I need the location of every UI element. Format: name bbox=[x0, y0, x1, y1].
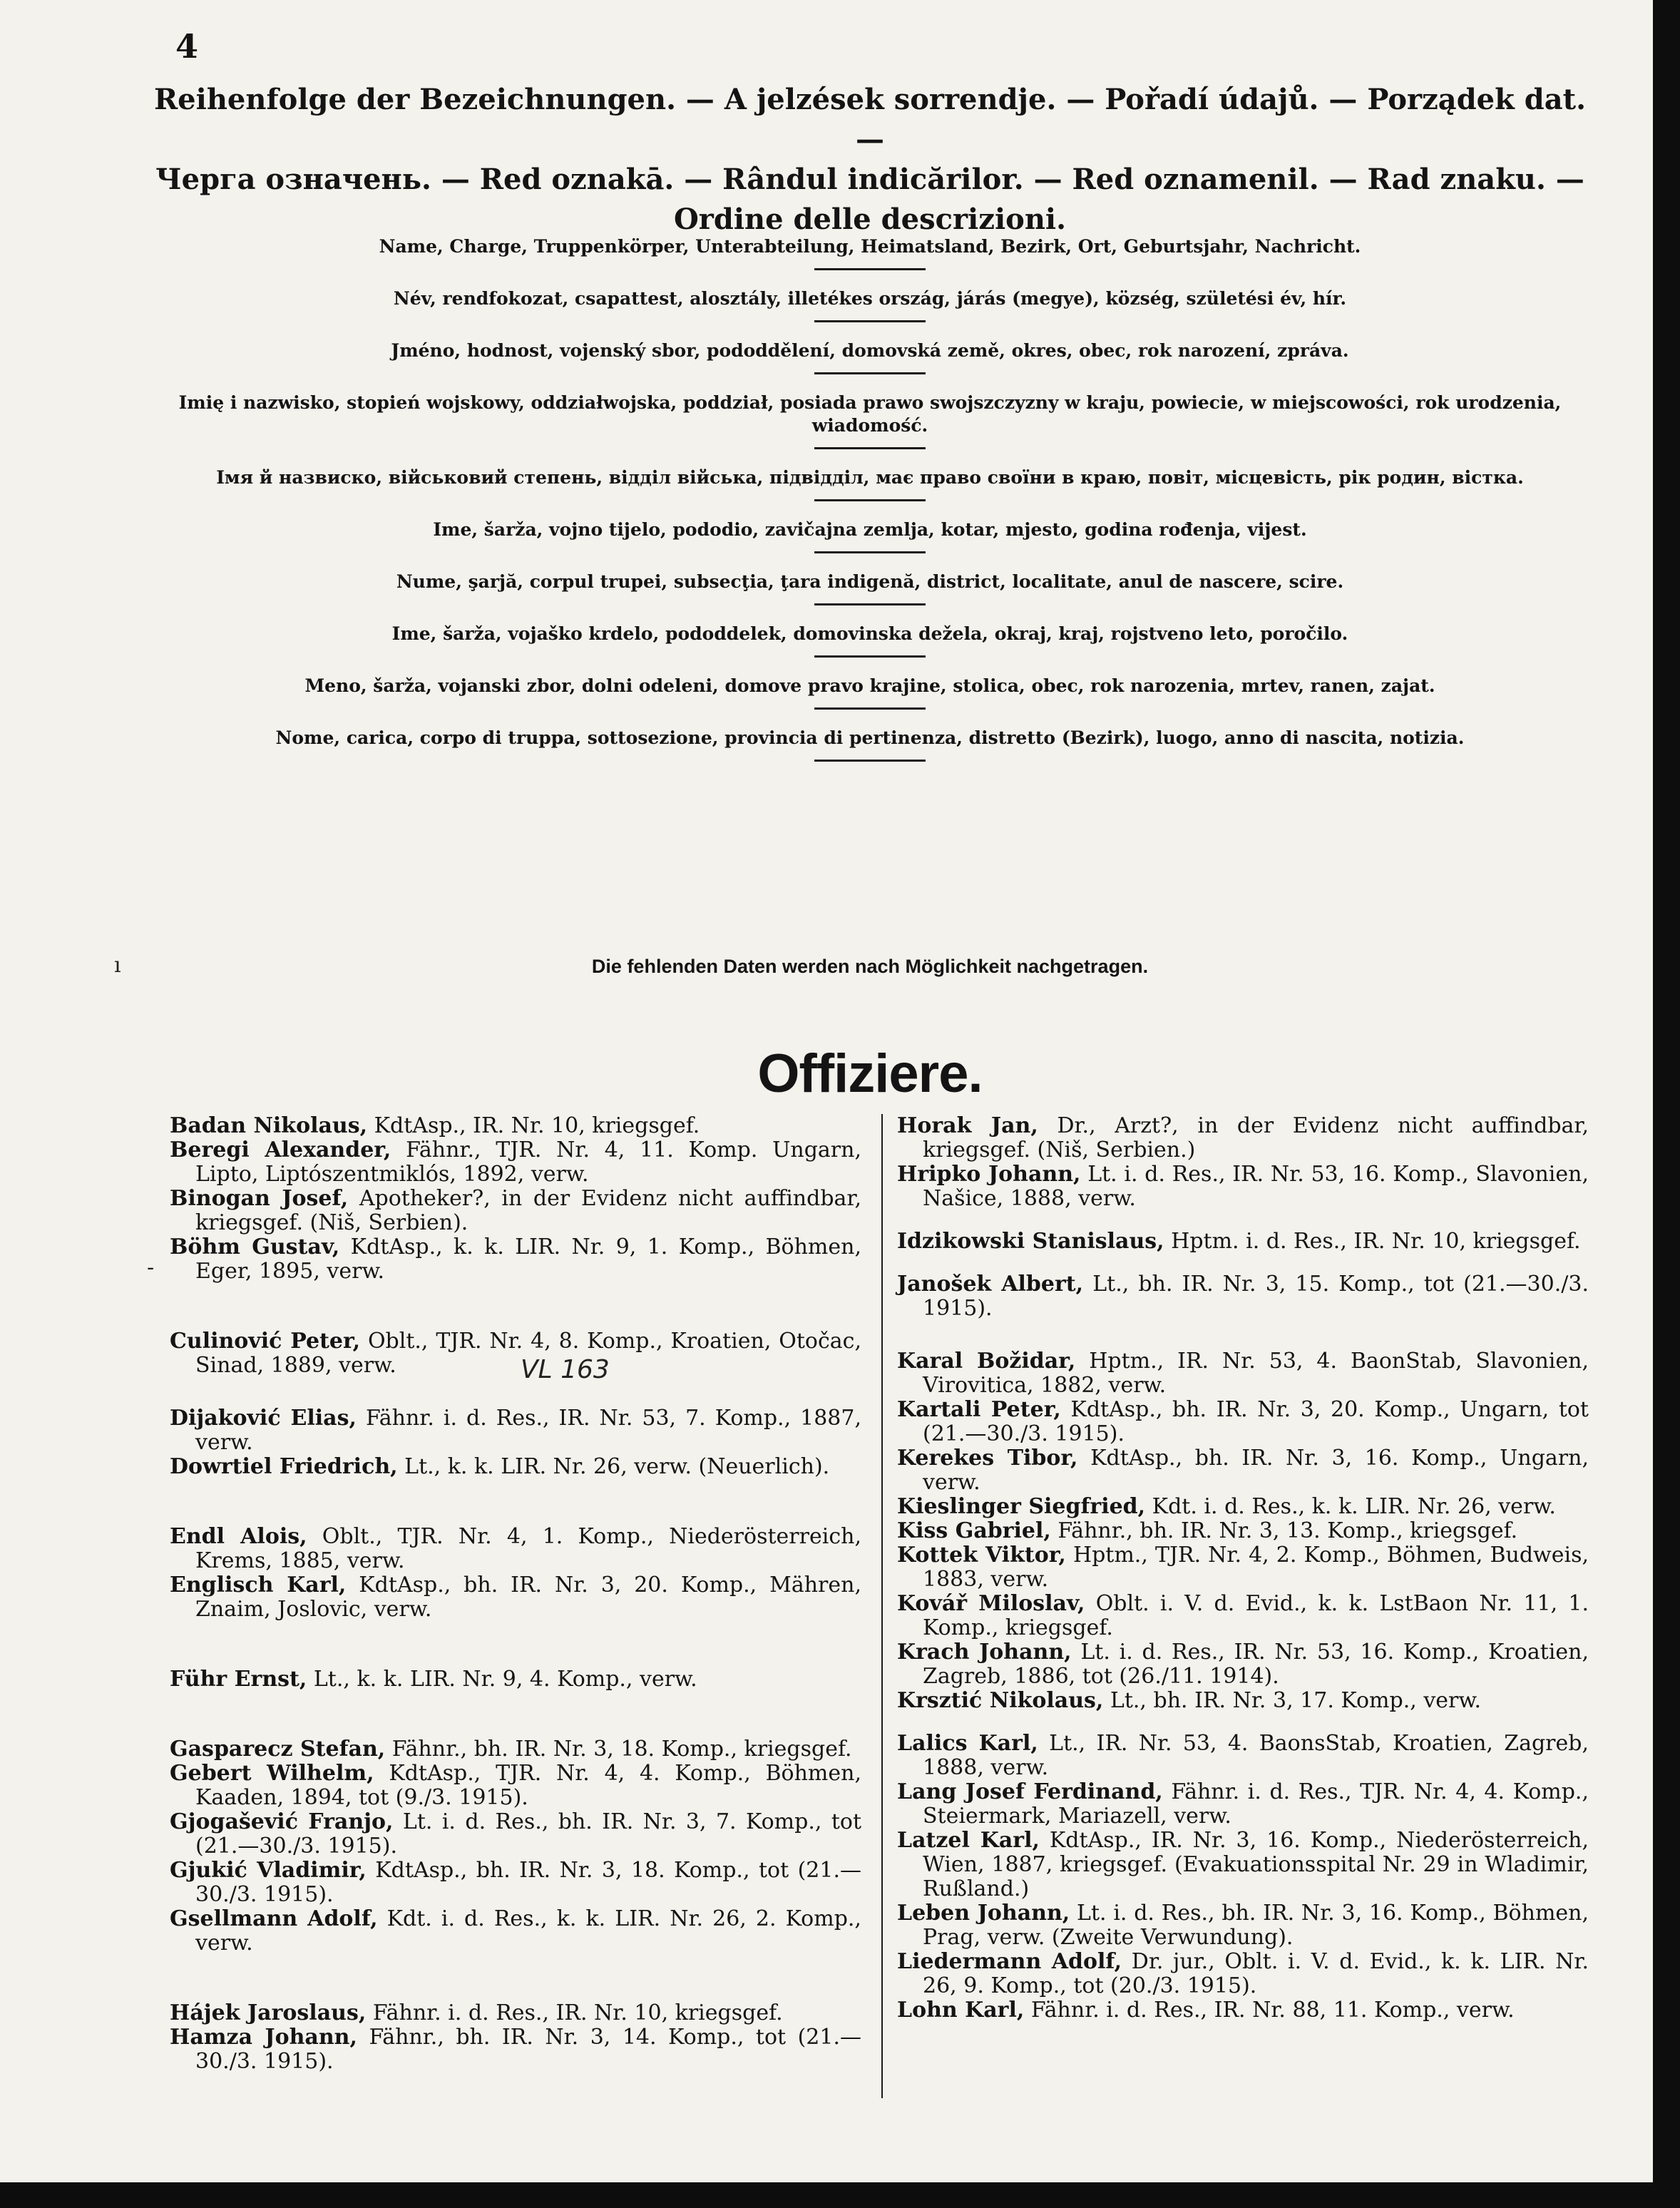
list-item: Englisch Karl, KdtAsp., bh. IR. Nr. 3, 20. Komp., Mähren, Znaim, Joslovic, verw. bbox=[170, 1573, 861, 1622]
list-item: Kovář Miloslav, Oblt. i. V. d. Evid., k. k. LstBaon Nr. 11, 1. Komp., kriegsgef. bbox=[897, 1591, 1589, 1640]
list-item: Culinović Peter, Oblt., TJR. Nr. 4, 8. Komp., Kroatien, Otočac, Sinad, 1889, verw. bbox=[170, 1329, 861, 1378]
list-item: Karal Božidar, Hptm., IR. Nr. 53, 4. BaonStab, Slavonien, Virovitica, 1882, verw. bbox=[897, 1349, 1589, 1398]
legend-czech: Jméno, hodnost, vojenský sbor, pododdělení, domovská země, okres, obec, rok narození, zpráva. bbox=[391, 340, 1349, 361]
list-item: Hripko Johann, Lt. i. d. Res., IR. Nr. 53, 16. Komp., Slavonien, Našice, 1888, verw. bbox=[897, 1162, 1589, 1211]
list-item: Lang Josef Ferdinand, Fähnr. i. d. Res., TJR. Nr. 4, 4. Komp., Steiermark, Mariazell, verw. bbox=[897, 1779, 1589, 1829]
separator-rule bbox=[814, 603, 926, 605]
handwritten-annotation: VL 163 bbox=[521, 1355, 610, 1384]
page-number: 4 bbox=[175, 27, 199, 66]
list-item: Gjogašević Franjo, Lt. i. d. Res., bh. IR. Nr. 3, 7. Komp., tot (21.—30./3. 1915). bbox=[170, 1809, 862, 1859]
list-item: Gasparecz Stefan, Fähnr., bh. IR. Nr. 3, 18. Komp., kriegsgef. bbox=[170, 1737, 852, 1762]
missing-data-note: Die fehlenden Daten werden nach Möglichkeit nachgetragen. bbox=[591, 956, 1149, 977]
list-item: Gsellmann Adolf, Kdt. i. d. Res., k. k. LIR. Nr. 26, 2. Komp., verw. bbox=[170, 1906, 861, 1956]
legend-romanian: Nume, şarjă, corpul trupei, subsecţia, ţara indigenă, district, localitate, anul de nascere, scire. bbox=[396, 571, 1344, 592]
list-item: Badan Nikolaus, KdtAsp., IR. Nr. 10, kriegsgef. bbox=[170, 1113, 700, 1138]
list-item: Dowrtiel Friedrich, Lt., k. k. LIR. Nr. 26, verw. (Neuerlich). bbox=[170, 1454, 830, 1479]
list-item: Kartali Peter, KdtAsp., bh. IR. Nr. 3, 20. Komp., Ungarn, tot (21.—30./3. 1915). bbox=[897, 1397, 1589, 1446]
left-column bbox=[170, 1114, 861, 2074]
scan-border-bottom bbox=[0, 2182, 1680, 2208]
list-item: Liedermann Adolf, Dr. jur., Oblt. i. V. d. Evid., k. k. LIR. Nr. 26, 9. Komp., tot (20./3. 1915). bbox=[897, 1949, 1589, 1998]
list-item: Krsztić Nikolaus, Lt., bh. IR. Nr. 3, 17. Komp., verw. bbox=[897, 1688, 1482, 1713]
list-item: Hájek Jaroslaus, Fähnr. i. d. Res., IR. Nr. 10, kriegsgef. bbox=[170, 2000, 783, 2025]
list-item: Dijaković Elias, Fähnr. i. d. Res., IR. Nr. 53, 7. Komp., 1887, verw. bbox=[170, 1406, 861, 1455]
field-order-legend bbox=[171, 235, 1569, 779]
list-item: Kerekes Tibor, KdtAsp., bh. IR. Nr. 3, 16. Komp., Ungarn, verw. bbox=[897, 1446, 1589, 1495]
separator-rule bbox=[814, 447, 926, 449]
separator-rule bbox=[814, 499, 926, 501]
list-item: Hamza Johann, Fähnr., bh. IR. Nr. 3, 14. Komp., tot (21.—30./3. 1915). bbox=[170, 2025, 861, 2074]
ink-mark: ı bbox=[114, 953, 121, 978]
column-divider bbox=[881, 1114, 883, 2098]
list-item: Janošek Albert, Lt., bh. IR. Nr. 3, 15. Komp., tot (21.—30./3. 1915). bbox=[897, 1272, 1589, 1321]
list-item: Lalics Karl, Lt., IR. Nr. 53, 4. BaonsStab, Kroatien, Zagreb, 1888, verw. bbox=[897, 1731, 1589, 1780]
legend-slovak: Meno, šarža, vojanski zbor, dolni odeleni, domove pravo krajine, stolica, obec, rok narozenia, mrtev, ranen, zajat. bbox=[304, 675, 1435, 696]
section-title: Offiziere. bbox=[757, 1043, 983, 1104]
legend-hungarian: Név, rendfokozat, csapattest, alosztály, illetékes ország, járás (megye), község, születési év, hír. bbox=[393, 288, 1347, 309]
list-item: Führ Ernst, Lt., k. k. LIR. Nr. 9, 4. Komp., verw. bbox=[170, 1667, 697, 1692]
separator-rule bbox=[814, 655, 926, 658]
separator-rule bbox=[814, 707, 926, 710]
list-item: Böhm Gustav, KdtAsp., k. k. LIR. Nr. 9, 1. Komp., Böhmen, Eger, 1895, verw. bbox=[170, 1235, 861, 1284]
list-item: Leben Johann, Lt. i. d. Res., bh. IR. Nr. 3, 16. Komp., Böhmen, Prag, verw. (Zweite Verwundung). bbox=[897, 1901, 1589, 1950]
list-item: Krach Johann, Lt. i. d. Res., IR. Nr. 53, 16. Komp., Kroatien, Zagreb, 1886, tot (26./11. 1914). bbox=[897, 1640, 1589, 1689]
list-item: Kieslinger Siegfried, Kdt. i. d. Res., k. k. LIR. Nr. 26, verw. bbox=[897, 1494, 1556, 1519]
legend-german: Name, Charge, Truppenkörper, Unterabteilung, Heimatsland, Bezirk, Ort, Geburtsjahr, Nachricht. bbox=[379, 236, 1361, 257]
separator-rule bbox=[814, 551, 926, 553]
list-item: Horak Jan, Dr., Arzt?, in der Evidenz nicht auffindbar, kriegsgef. (Niš, Serbien.) bbox=[897, 1113, 1589, 1162]
legend-polish: Imię i nazwisko, stopień wojskowy, oddziałwojska, poddział, posiada prawo swojszczyzny w kraju, powiecie, w miejscowości, rok urodzenia, wiadomość. bbox=[178, 392, 1562, 436]
legend-croatian: Ime, šarža, vojno tijelo, pododio, zavičajna zemlja, kotar, mjesto, godina rođenja, vijest. bbox=[433, 519, 1307, 540]
legend-ruthenian: Імя й назвиско, військовий степень, відділ війська, підвідділ, має право своїни в краю, повіт, місцевість, рік родин, вістка. bbox=[216, 467, 1524, 488]
list-item: Latzel Karl, KdtAsp., IR. Nr. 3, 16. Komp., Niederösterreich, Wien, 1887, kriegsgef. (Evakuationsspital Nr. 29 in Wladimir, Rußland.) bbox=[897, 1828, 1589, 1901]
list-item: Idzikowski Stanislaus, Hptm. i. d. Res., IR. Nr. 10, kriegsgef. bbox=[897, 1229, 1581, 1254]
list-item: Beregi Alexander, Fähnr., TJR. Nr. 4, 11. Komp. Ungarn, Lipto, Liptószentmiklós, 1892, verw. bbox=[170, 1138, 861, 1187]
scan-border-right bbox=[1653, 0, 1680, 2208]
list-item: Kottek Viktor, Hptm., TJR. Nr. 4, 2. Komp., Böhmen, Budweis, 1883, verw. bbox=[897, 1543, 1589, 1592]
legend-italian: Nome, carica, corpo di truppa, sottosezione, provincia di pertinenza, distretto (Bezirk), luogo, anno di nascita, notizia. bbox=[275, 727, 1465, 748]
separator-rule bbox=[814, 372, 926, 374]
separator-rule bbox=[814, 320, 926, 322]
heading-line: Черга означень. — Red oznakā. — Rândul indicărilor. — Red oznamenil. — Rad znaku. — bbox=[155, 163, 1584, 196]
heading bbox=[143, 80, 1597, 240]
list-item: Gebert Wilhelm, KdtAsp., TJR. Nr. 4, 4. Komp., Böhmen, Kaaden, 1894, tot (9./3. 1915). bbox=[170, 1761, 861, 1810]
right-column bbox=[897, 1114, 1589, 2023]
heading-line: Reihenfolge der Bezeichnungen. — A jelzések sorrendje. — Pořadí údajů. — Porządek dat. — bbox=[153, 83, 1587, 156]
list-item: Endl Alois, Oblt., TJR. Nr. 4, 1. Komp., Niederösterreich, Krems, 1885, verw. bbox=[170, 1524, 861, 1573]
heading-line: Ordine delle descrizioni. bbox=[673, 203, 1067, 236]
list-item: Binogan Josef, Apotheker?, in der Evidenz nicht auffindbar, kriegsgef. (Niš, Serbien). bbox=[170, 1186, 861, 1235]
separator-rule bbox=[814, 760, 926, 762]
list-item: Lohn Karl, Fähnr. i. d. Res., IR. Nr. 88, 11. Komp., verw. bbox=[897, 1998, 1515, 2023]
separator-rule bbox=[814, 268, 926, 270]
list-item: Gjukić Vladimir, KdtAsp., bh. IR. Nr. 3, 18. Komp., tot (21.—30./3. 1915). bbox=[170, 1858, 861, 1907]
legend-slovenian: Ime, šarža, vojaško krdelo, pododdelek, domovinska dežela, okraj, kraj, rojstveno leto, poročilo. bbox=[391, 623, 1348, 644]
ink-mark: - bbox=[147, 1255, 155, 1280]
list-item: Kiss Gabriel, Fähnr., bh. IR. Nr. 3, 13. Komp., kriegsgef. bbox=[897, 1518, 1518, 1543]
